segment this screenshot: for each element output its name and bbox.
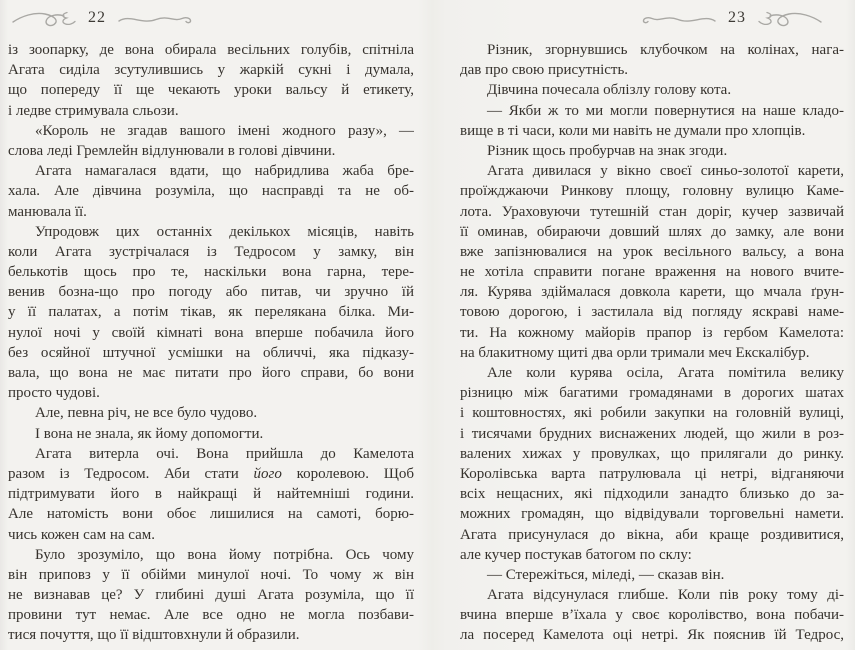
- text-line: манювала її.: [8, 203, 87, 220]
- text-line: Але коли курява осіла, Агата помітила велику: [487, 365, 844, 381]
- text-line: можних громадян, що відвідували торговельні намети.: [460, 506, 844, 523]
- text-line: разом із Тедросом. Аби стати його королевою. Щоб: [8, 465, 414, 482]
- text-line: «Король не згадав вашого імені жодного разу», —: [35, 122, 414, 139]
- text-line: у її палатах, а потім тікав, як перелякана білка. Ми-: [8, 304, 414, 321]
- text-line: Агата намагалася вдати, що набридлива жаба бре-: [35, 163, 414, 180]
- text-line: слова леді Гремлейн відлунювали в голові дівчини.: [8, 142, 336, 159]
- text-line: — Якби ж то ми могли повернутися на наше кладо-: [487, 102, 844, 119]
- curl-flourish-icon: [758, 7, 822, 29]
- text-line: ла посеред Камелота оці нетрі. Як пояснив їй Тедрос,: [460, 627, 844, 644]
- text-line: Королівська варта патрулювала ці нетрі, відганяючи: [460, 465, 844, 482]
- text-line: валених хижах у провулках, що прилягали до ринку.: [460, 445, 844, 462]
- text-line: підтримувати його в найкращі й найтемніші години.: [8, 486, 414, 503]
- text-line: всіх нещасних, які підходили занадто близько до за-: [460, 486, 844, 503]
- text-line: вже запізнювалися на урок весільного вальсу, а вона: [460, 243, 844, 260]
- text-line: що попереду її ще чекають уроки вальсу й етикету,: [8, 82, 414, 99]
- right-page-header: [642, 5, 822, 31]
- text-line: товою дорогою, і застилала від погляду яскраві наме-: [460, 304, 844, 321]
- text-line: проїжджаючи Ринкову площу, головну вулицю Каме-: [460, 183, 844, 200]
- text-line: її оминав, обираючи довший шлях до замку, але вони: [460, 223, 844, 240]
- text-line: Агата відсунулася глибше. Коли пів року тому ді-: [487, 587, 844, 604]
- text-line: провини тут немає. Але все одно не могла позбави-: [8, 607, 414, 624]
- text-line: він приповз у її обійми минулої ночі. То чому ж він: [8, 566, 414, 583]
- wave-flourish-icon: [118, 7, 192, 29]
- text-line: ти. На кожному майорів прапор із гербом Камелота:: [460, 324, 844, 341]
- left-page-number: 22: [88, 9, 106, 26]
- text-line: і ледве стримувала сльози.: [8, 102, 179, 119]
- text-line: Різник щось пробурчав на знак згоди.: [487, 142, 728, 159]
- left-page-text: [8, 40, 414, 646]
- text-line: коли Агата зустрічалася із Тедросом у замку, він: [8, 243, 414, 260]
- text-line: але кучер постукав батогом по склу:: [460, 546, 692, 563]
- text-line: — Стережіться, міледі, — сказав він.: [487, 566, 725, 583]
- text-line: тися почуття, що її відштовхнули й образили.: [8, 627, 300, 644]
- text-line: чись кожен сам на сам.: [8, 526, 155, 543]
- text-line: на блакитному щиті два орли тримали меч Екскалібур.: [460, 344, 810, 361]
- text-line: просто чудові.: [8, 385, 100, 402]
- text-line: і тисячами брудних виснажених людей, що жили в роз-: [460, 425, 844, 442]
- text-line: дав про свою присутність.: [460, 62, 629, 79]
- text-line: Але натомість вони обоє лишилися на самоті, борю-: [8, 506, 414, 523]
- text-line: Агата присунулася до вікна, аби краще роздивитися,: [460, 526, 844, 543]
- text-line: лота. Ураховуючи тутешній стан доріг, кучер зазвичай: [460, 203, 844, 220]
- text-line: не хотіла справити погане враження на нового вчите-: [460, 264, 844, 281]
- text-line: Упродовж цих останніх декількох місяців, навіть: [35, 223, 414, 240]
- text-line: венив бозна-що про погоду або питав, чи зручно їй: [8, 284, 414, 301]
- text-line: вище в ті часи, коли ми навіть не думали про хлопців.: [460, 122, 806, 139]
- text-line: Дівчина почесала облізлу голову кота.: [487, 82, 732, 99]
- right-page-number: 23: [728, 9, 746, 26]
- text-line: нулої ночі у своїй кімнаті вона вперше побачила його: [8, 324, 414, 341]
- text-line: вала, що вона не має питати про його справи, бо вони: [8, 365, 414, 381]
- text-line: Агата сиділа зсутулившись у жаркій сукні і думала,: [8, 62, 414, 79]
- text-line: вчина вперше в’їхала у своє королівство, вона побачи-: [460, 607, 844, 624]
- text-line: різницю між багатими громадянами в дорогих шатах: [460, 385, 844, 402]
- text-line: Було зрозуміло, що вона йому потрібна. Ось чому: [35, 546, 414, 563]
- text-line: Різник, згорнувшись клубочком на колінах, нага-: [487, 42, 844, 58]
- text-line: хала. Але дівчина розуміла, що насправді та не об-: [8, 183, 414, 200]
- text-line: і коштовностях, які робили закупки на головній вулиці,: [460, 405, 844, 422]
- left-page-header: [12, 5, 192, 31]
- text-line: без осяйної штучної усмішки на обличчі, яка підказу-: [8, 344, 414, 361]
- text-line: І вона не знала, як йому допомогти.: [35, 425, 264, 442]
- right-page-text: [460, 40, 844, 646]
- text-line: не визнавав це? У глибині душі Агата розуміла, що її: [8, 587, 414, 604]
- text-line: Агата витерла очі. Вона прийшла до Камелота: [35, 445, 414, 462]
- wave-flourish-icon: [642, 7, 716, 29]
- text-line: ля. Курява здіймалася довкола карети, що мчала ґрун-: [460, 284, 844, 301]
- curl-flourish-icon: [12, 7, 76, 29]
- text-line: Агата дивилася у вікно своєї синьо-золотої карети,: [487, 163, 844, 180]
- text-line: Але, певна річ, не все було чудово.: [35, 405, 258, 422]
- text-line: белькотів щось про те, наскільки вона гарна, тере-: [8, 264, 414, 281]
- text-line: із зоопарку, де вона обирала весільних голубів, спітніла: [8, 42, 414, 58]
